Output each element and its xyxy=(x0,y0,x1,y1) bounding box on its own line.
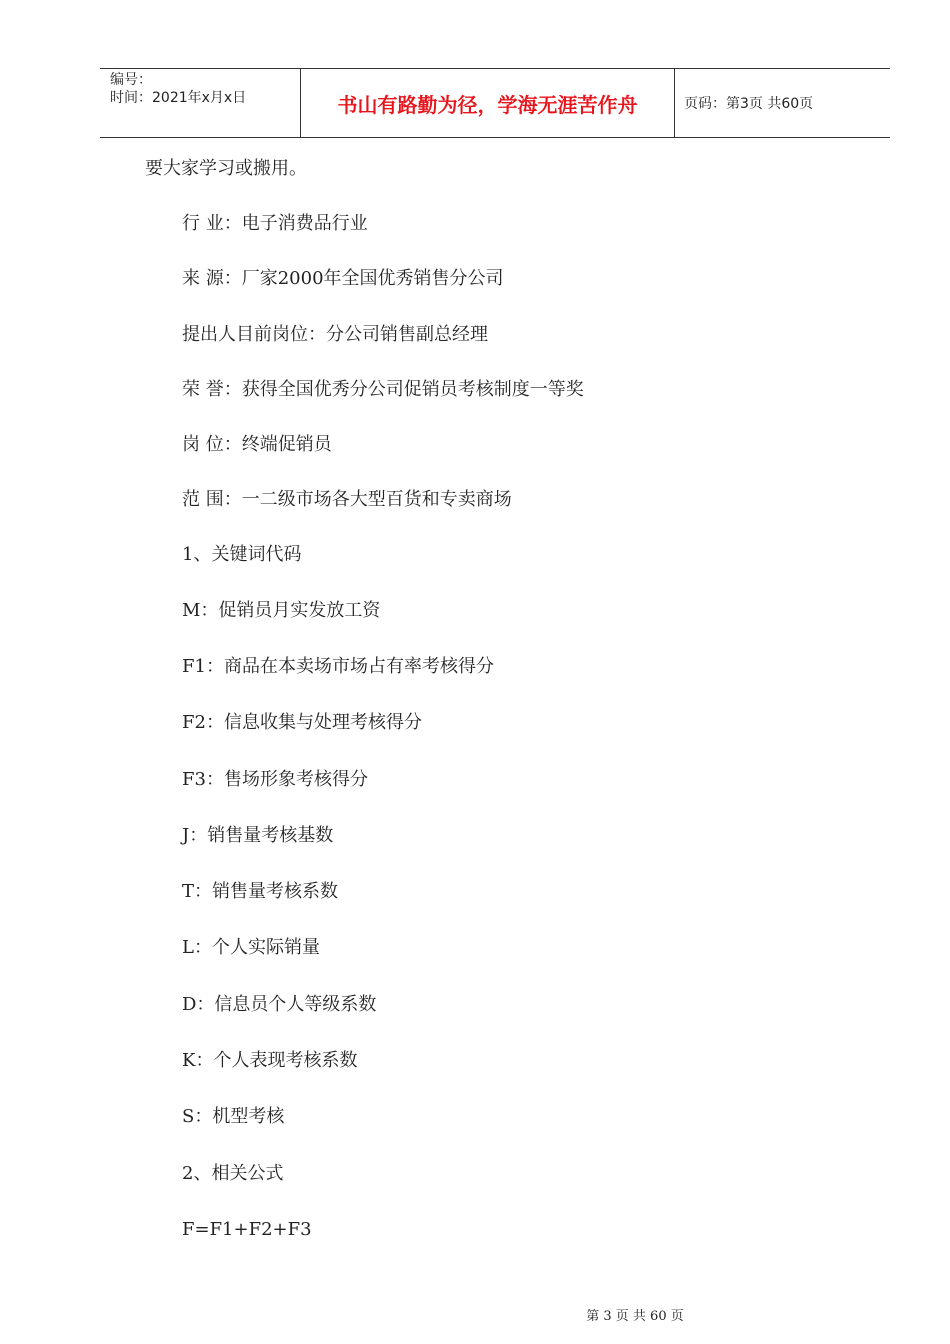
header-meta xyxy=(100,69,301,137)
body-line: D：信息员个人等级系数 xyxy=(182,994,377,1015)
section-heading: 2、相关公式 xyxy=(182,1163,284,1184)
header-page-info xyxy=(675,69,890,137)
body-line: 荣 誉：获得全国优秀分公司促销员考核制度一等奖 xyxy=(182,379,584,400)
body-line: K：个人表现考核系数 xyxy=(182,1050,358,1071)
body-line: S：机型考核 xyxy=(182,1106,285,1127)
page-footer xyxy=(0,1305,950,1324)
body-line: T：销售量考核系数 xyxy=(182,881,339,902)
page-info-text: 页码：第3页 共60页 xyxy=(684,96,814,112)
time-label: 时间：2021年x月x日 xyxy=(110,90,247,106)
formula-line: F=F1+F2+F3 xyxy=(182,1219,312,1240)
body-line: F3：售场形象考核得分 xyxy=(182,769,368,790)
body-line: L：个人实际销量 xyxy=(182,937,320,958)
body-line: 来 源：厂家2000年全国优秀销售分公司 xyxy=(182,268,504,289)
header-motto xyxy=(301,69,675,137)
footer-page-number: 第 3 页 共 60 页 xyxy=(586,1309,684,1324)
body-line: M：促销员月实发放工资 xyxy=(182,600,381,621)
body-line: 范 围：一二级市场各大型百货和专卖商场 xyxy=(182,489,512,510)
page-header xyxy=(100,68,890,138)
body-line: J：销售量考核基数 xyxy=(182,825,334,846)
body-line: 要大家学习或搬用。 xyxy=(145,158,307,179)
section-heading: 1、关键词代码 xyxy=(182,544,302,565)
motto-text: 书山有路勤为径，学海无涯苦作舟 xyxy=(337,92,638,117)
body-line: F2：信息收集与处理考核得分 xyxy=(182,712,422,733)
serial-label: 编号： xyxy=(110,72,152,88)
body-line: 提出人目前岗位：分公司销售副总经理 xyxy=(182,324,488,345)
body-line: F1：商品在本卖场市场占有率考核得分 xyxy=(182,656,494,677)
body-line: 行 业：电子消费品行业 xyxy=(182,213,368,234)
body-line: 岗 位：终端促销员 xyxy=(182,434,332,455)
